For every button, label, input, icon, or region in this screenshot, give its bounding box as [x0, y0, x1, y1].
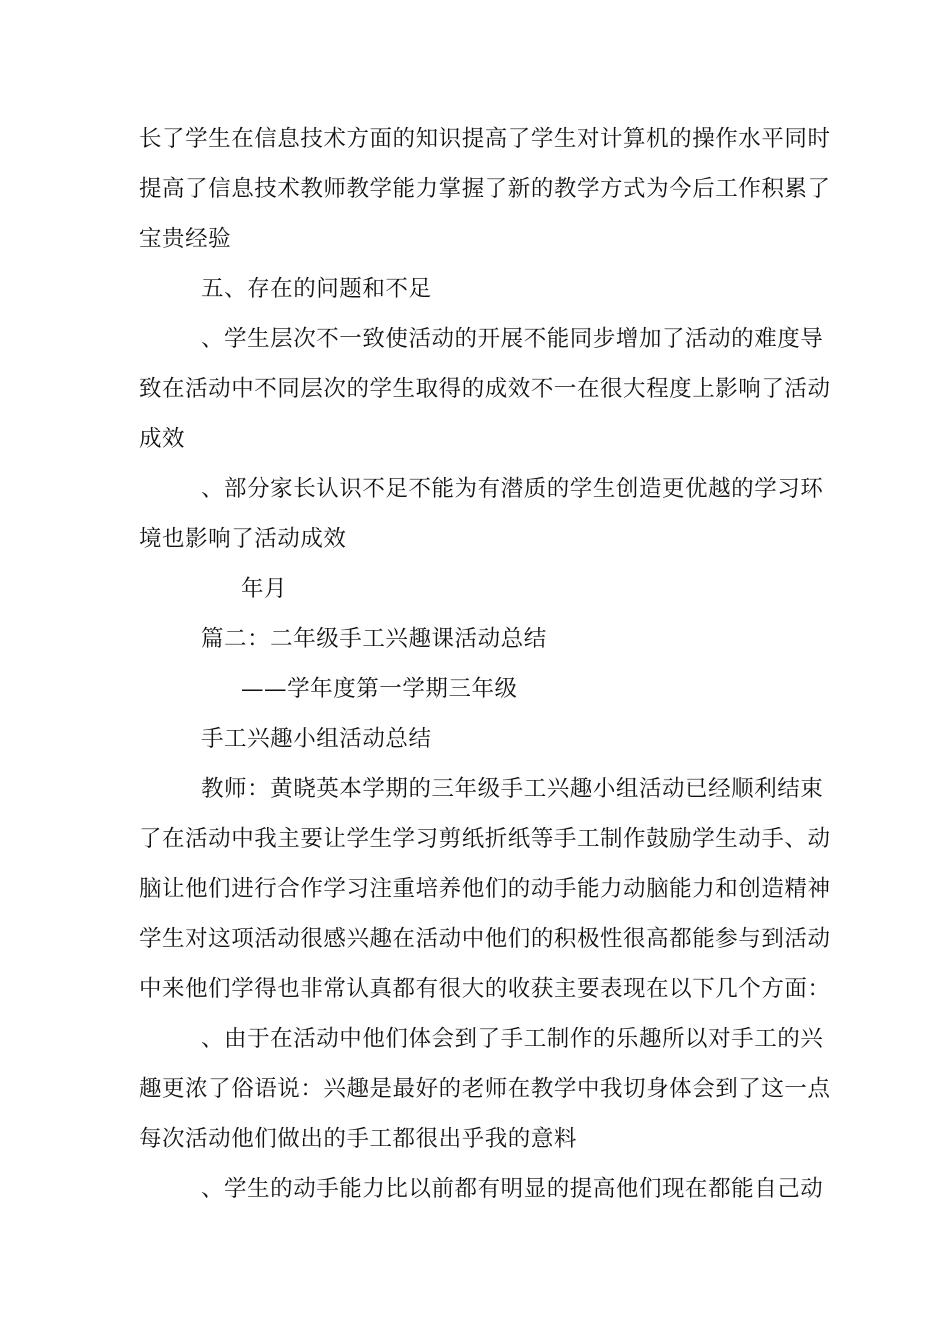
body-text-line: 每次活动他们做出的手工都很出乎我的意料: [139, 1126, 577, 1152]
list-item-text: 、学生的动手能力比以前都有明显的提高他们现在都能自己动: [201, 1176, 824, 1202]
body-text-line: 境也影响了活动成效: [139, 526, 347, 552]
body-text-line: 中来他们学得也非常认真都有很大的收获主要表现在以下几个方面：: [139, 976, 831, 1002]
body-text-line: 宝贵经验: [139, 226, 232, 252]
date-line: 年月: [241, 576, 288, 602]
article-title: 篇二：二年级手工兴趣课活动总结: [201, 626, 547, 652]
body-text-line: 教师：黄晓英本学期的三年级手工兴趣小组活动已经顺利结束: [201, 776, 824, 802]
body-text-line: 趣更浓了俗语说：兴趣是最好的老师在教学中我切身体会到了这一点: [139, 1076, 831, 1102]
article-subtitle: 手工兴趣小组活动总结: [201, 726, 432, 752]
list-item-text: 、部分家长认识不足不能为有潜质的学生创造更优越的学习环: [201, 476, 824, 502]
body-text-line: 学生对这项活动很感兴趣在活动中他们的积极性很高都能参与到活动: [139, 926, 831, 952]
body-text-line: 提高了信息技术教师教学能力掌握了新的教学方式为今后工作积累了: [139, 176, 831, 202]
article-subtitle: ——学年度第一学期三年级: [241, 676, 518, 702]
list-item-text: 、由于在活动中他们体会到了手工制作的乐趣所以对手工的兴: [201, 1026, 824, 1052]
list-item-text: 、学生层次不一致使活动的开展不能同步增加了活动的难度导: [201, 326, 824, 352]
body-text-line: 了在活动中我主要让学生学习剪纸折纸等手工制作鼓励学生动手、动: [139, 826, 831, 852]
body-text-line: 成效: [139, 426, 186, 452]
body-text-line: 长了学生在信息技术方面的知识提高了学生对计算机的操作水平同时: [139, 126, 831, 152]
section-heading: 五、存在的问题和不足: [201, 276, 432, 302]
body-text-line: 脑让他们进行合作学习注重培养他们的动手能力动脑能力和创造精神: [139, 876, 831, 902]
body-text-line: 致在活动中不同层次的学生取得的成效不一在很大程度上影响了活动: [139, 376, 831, 402]
